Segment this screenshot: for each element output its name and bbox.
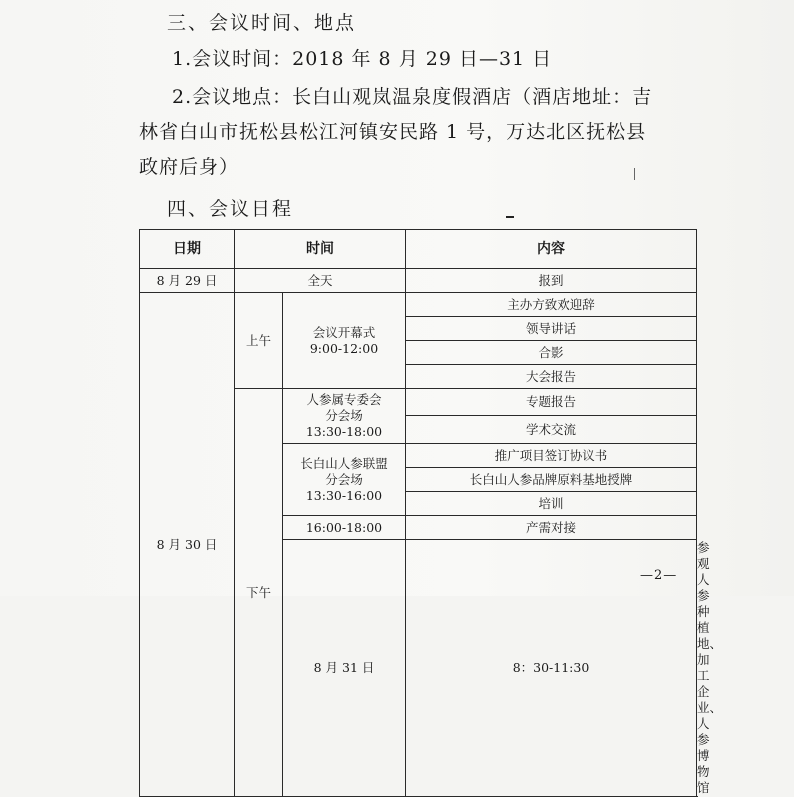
period-cell: 上午 — [235, 293, 283, 389]
content-cell: 推广项目签订协议书 — [406, 444, 697, 468]
content-cell: 产需对接 — [406, 516, 697, 540]
session-cell — [283, 444, 406, 516]
date-cell: 8 月 30 日 — [140, 293, 235, 797]
table-row — [140, 293, 697, 317]
content-cell: 领导讲话 — [406, 317, 697, 341]
meeting-location-line-3: 政府后身） — [139, 156, 240, 178]
session-time: 9:00-12:00 — [309, 340, 379, 356]
session-sub: 分会场 — [325, 408, 363, 423]
scan-speck — [506, 216, 514, 218]
content-cell: 大会报告 — [406, 365, 697, 389]
session-name: 长白山人参联盟 — [300, 455, 388, 471]
header-content: 内容 — [406, 230, 697, 269]
date-cell: 8 月 31 日 — [283, 540, 406, 797]
content-cell: 报到 — [406, 269, 697, 293]
content-cell: 学术交流 — [406, 416, 697, 444]
content-cell: 主办方致欢迎辞 — [406, 293, 697, 317]
header-time: 时间 — [235, 230, 406, 269]
time-cell: 全天 — [235, 269, 406, 293]
session-sub: 分会场 — [325, 471, 363, 487]
session-cell — [283, 293, 406, 389]
period-cell: 下午 — [235, 389, 283, 797]
meeting-location-line-2: 林省白山市抚松县松江河镇安民路 1 号，万达北区抚松县 — [139, 121, 647, 143]
table-row: 8 月 31 日 8：30-11:30 参观人参种植地、加工企业、人参博物馆 — [140, 540, 697, 797]
table-header-row — [140, 230, 697, 269]
meeting-location-line-1: 2.会议地点：长白山观岚温泉度假酒店（酒店地址：吉 — [172, 86, 653, 108]
content-cell: 长白山人参品牌原料基地授牌 — [406, 468, 697, 492]
section-4-heading: 四、会议日程 — [167, 198, 294, 220]
session-time: 13:30-18:00 — [305, 424, 383, 439]
session-time: 13:30-16:00 — [305, 487, 383, 503]
time-cell: 8：30-11:30 — [406, 540, 697, 797]
session-cell — [283, 389, 406, 444]
session-time: 16:00-18:00 — [283, 516, 406, 540]
page-number: —2— — [640, 568, 678, 583]
table-row — [140, 269, 697, 293]
schedule-table — [139, 229, 723, 797]
meeting-time-item: 1.会议时间：2018 年 8 月 29 日—31 日 — [172, 48, 553, 70]
session-name: 会议开幕式 — [312, 324, 376, 340]
header-date: 日期 — [140, 230, 235, 269]
session-name: 人参属专委会 — [306, 392, 382, 407]
content-cell: 培训 — [406, 492, 697, 516]
content-cell: 专题报告 — [406, 389, 697, 416]
scan-speck — [634, 168, 635, 180]
section-3-heading: 三、会议时间、地点 — [167, 12, 357, 34]
date-cell: 8 月 29 日 — [140, 269, 235, 293]
content-cell: 合影 — [406, 341, 697, 365]
